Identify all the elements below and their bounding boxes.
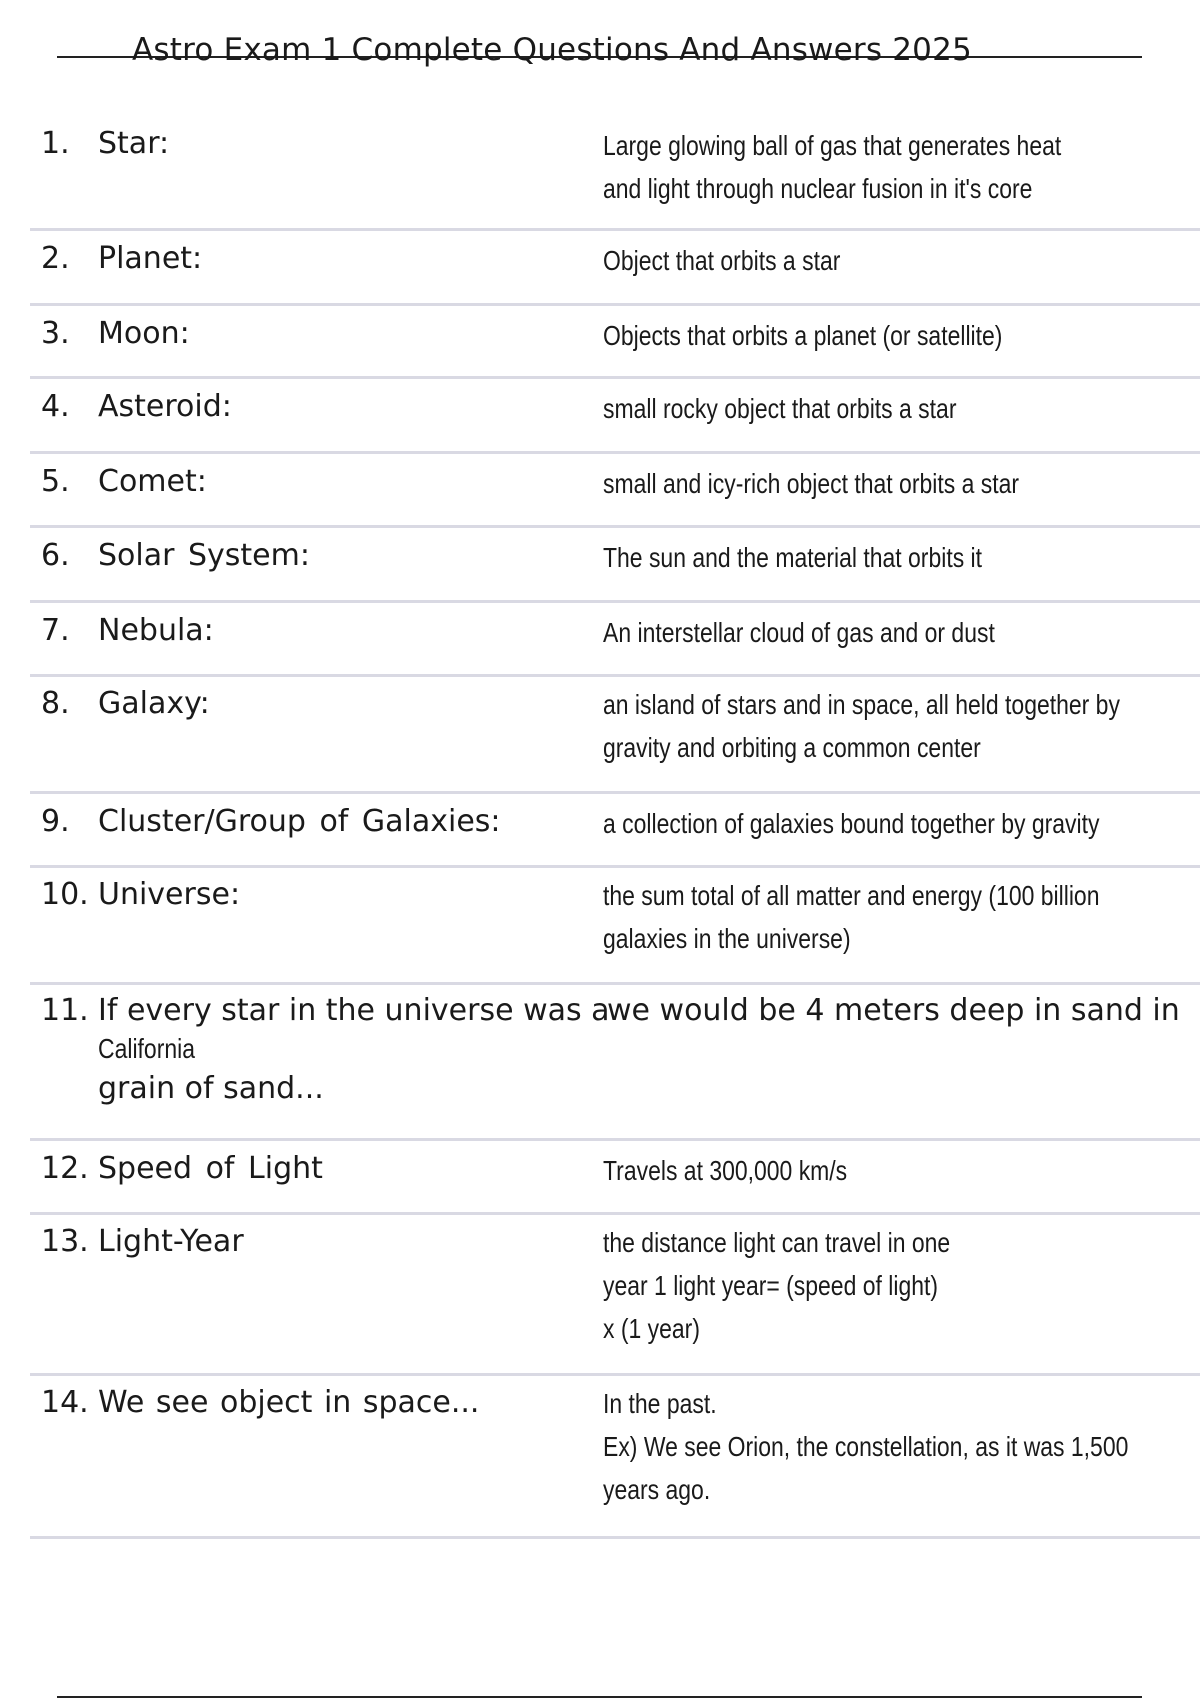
qa-term: Solar System: (98, 538, 310, 573)
qa-definition: Objects that orbits a planet (or satellite) (603, 320, 1003, 351)
qa-row-12 (30, 1141, 1200, 1215)
qa-row-2 (30, 231, 1200, 306)
qa-definition: the distance light can travel in one year 1 light year= (speed of light) x (1 year) (603, 1227, 951, 1344)
qa-number: 5. (41, 464, 70, 499)
qa-row-7 (30, 603, 1200, 677)
qa-row-4 (30, 379, 1200, 454)
qa-definition: In the past. Ex) We see Orion, the constellation, as it was 1,500 years ago. (603, 1388, 1129, 1505)
qa-definition: small and icy-rich object that orbits a star (603, 468, 1019, 499)
qa-row-13 (30, 1215, 1200, 1376)
qa-term: We see object in space... (98, 1385, 480, 1420)
qa-definition: An interstellar cloud of gas and or dust (603, 617, 995, 648)
qa-row-5 (30, 454, 1200, 528)
qa-row-9 (30, 794, 1200, 868)
qa-row-1 (30, 126, 1200, 231)
qa-row-8 (30, 677, 1200, 794)
qa-row-14 (30, 1376, 1200, 1539)
qa-number: 10. (41, 877, 89, 912)
qa-term: Universe: (98, 877, 241, 912)
qa-term: Cluster/Group of Galaxies: (98, 804, 501, 839)
qa-term: If every star in the universe was a (98, 993, 610, 1028)
qa-term: Asteroid: (98, 389, 232, 424)
qa-number: 9. (41, 804, 70, 839)
qa-definition: a collection of galaxies bound together by gravity (603, 808, 1100, 839)
qa-row-11 (30, 985, 1200, 1141)
footer-rule (57, 1696, 1142, 1698)
qa-definition: Travels at 300,000 km/s (603, 1155, 848, 1186)
qa-number: 13. (41, 1224, 89, 1259)
qa-definition: Large glowing ball of gas that generates heat and light through nuclear fusion in it's core (603, 130, 1062, 204)
qa-row-10 (30, 868, 1200, 985)
qa-number: 11. (41, 993, 89, 1028)
qa-definition: Object that orbits a star (603, 245, 841, 276)
qa-definition: we would be 4 meters deep in sand in (607, 993, 1180, 1028)
qa-definition: small rocky object that orbits a star (603, 393, 957, 424)
qa-list (30, 126, 1200, 1539)
qa-term: Nebula: (98, 613, 214, 648)
document-title: Astro Exam 1 Complete Questions And Answers 2025 (132, 32, 972, 68)
qa-number: 8. (41, 686, 70, 721)
qa-term: Planet: (98, 241, 203, 276)
qa-number: 4. (41, 389, 70, 424)
qa-number: 14. (41, 1385, 89, 1420)
document-header (57, 28, 1142, 68)
qa-number: 1. (41, 126, 70, 161)
qa-term-continued: grain of sand... (98, 1071, 324, 1106)
qa-definition: an island of stars and in space, all held together by gravity and orbiting a common center (603, 689, 1120, 763)
qa-row-6 (30, 528, 1200, 603)
qa-term: Comet: (98, 464, 207, 499)
qa-term: Moon: (98, 316, 190, 351)
qa-definition: the sum total of all matter and energy (100 billion galaxies in the universe) (603, 880, 1100, 954)
qa-number: 7. (41, 613, 70, 648)
qa-term: Star: (98, 126, 170, 161)
qa-number: 6. (41, 538, 70, 573)
qa-definition: The sun and the material that orbits it (603, 542, 983, 573)
qa-definition-continued: California (98, 1033, 195, 1064)
qa-term: Speed of Light (98, 1151, 323, 1186)
qa-term: Light-Year (98, 1224, 244, 1259)
qa-number: 2. (41, 241, 70, 276)
qa-number: 3. (41, 316, 70, 351)
qa-term: Galaxy: (98, 686, 210, 721)
qa-number: 12. (41, 1151, 89, 1186)
qa-row-3 (30, 306, 1200, 379)
